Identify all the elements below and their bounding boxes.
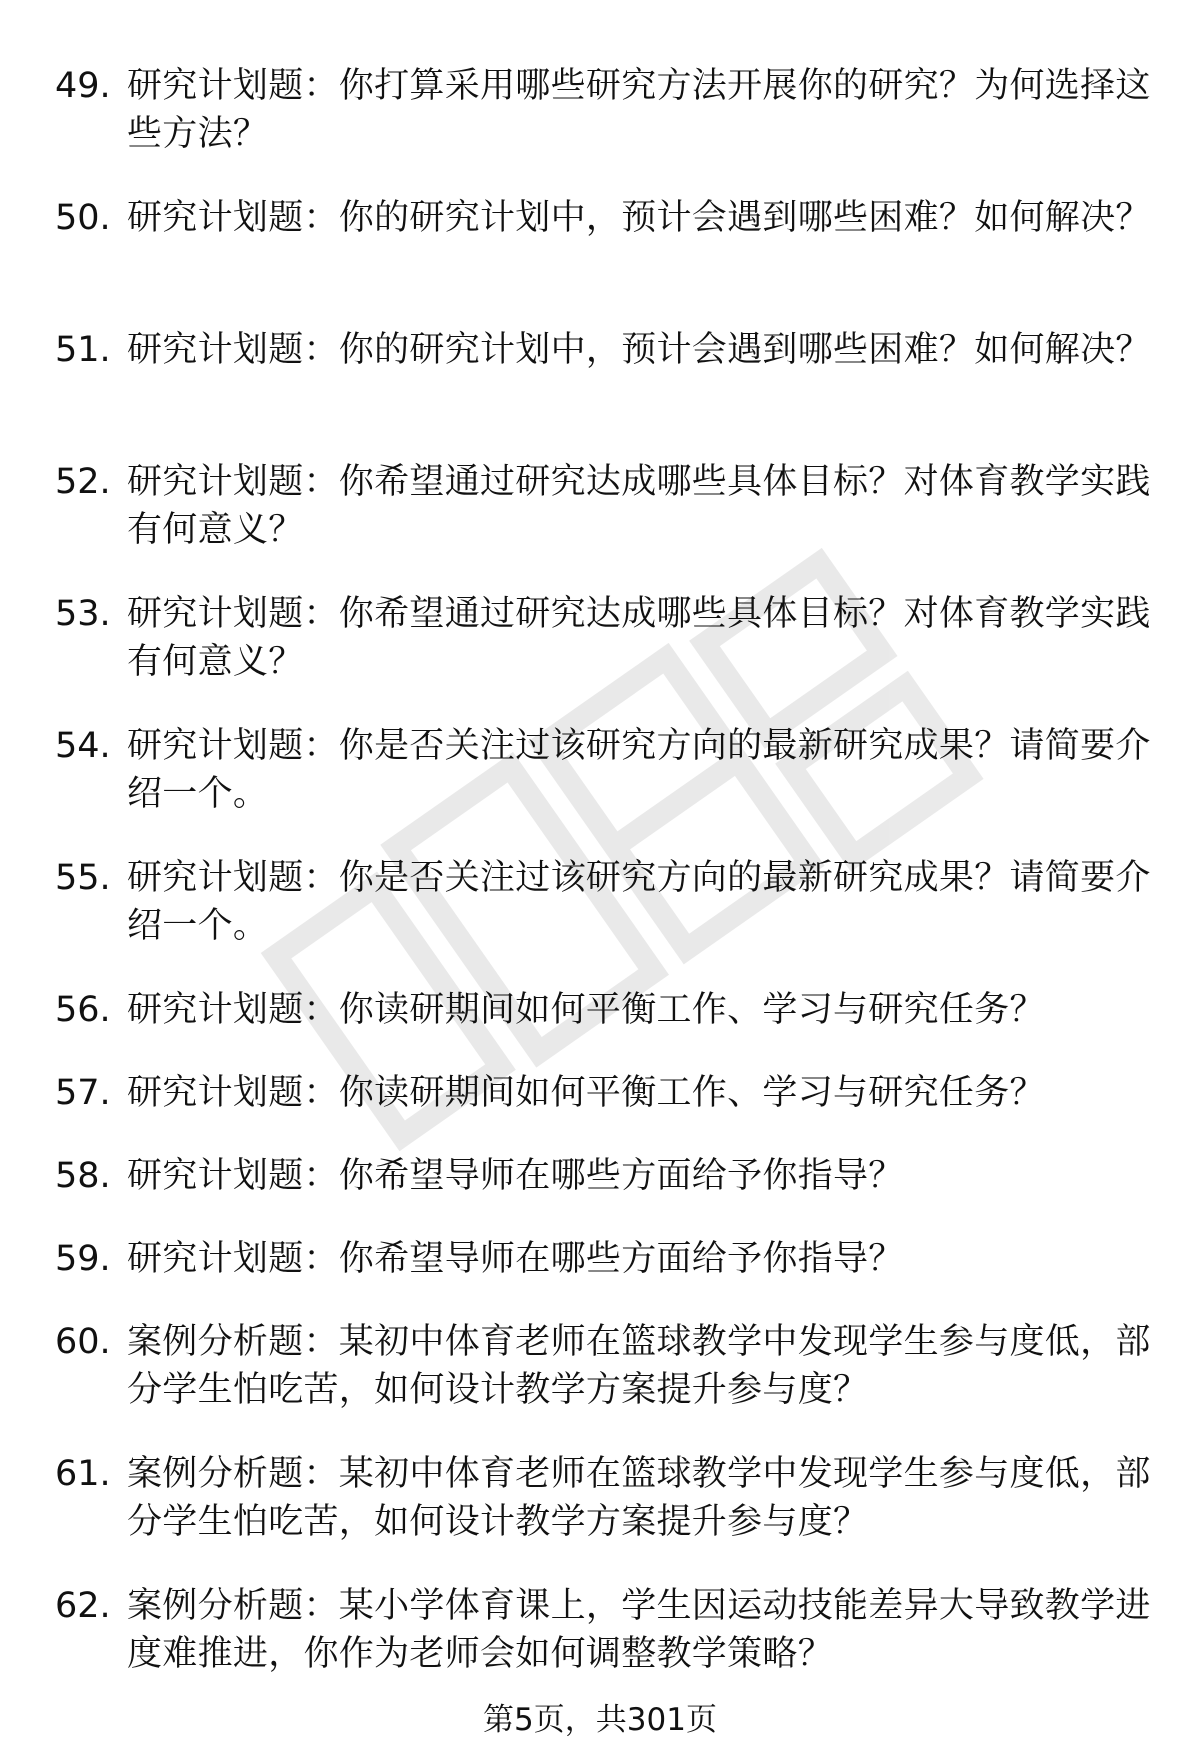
question-number: 61.: [55, 1454, 111, 1494]
question-number: 62.: [55, 1586, 111, 1626]
question-text: 研究计划题：你希望通过研究达成哪些具体目标？对体育教学实践有何意义？: [127, 462, 1151, 550]
question-number: 55.: [55, 858, 111, 898]
question-item: [0, 326, 1200, 458]
question-item: [0, 722, 1200, 854]
question-number: 58.: [55, 1156, 111, 1196]
question-text: 研究计划题：你是否关注过该研究方向的最新研究成果？请简要介绍一个。: [127, 858, 1151, 946]
question-item: [0, 1069, 1200, 1152]
question-item: [0, 986, 1200, 1069]
question-text: 案例分析题：某初中体育老师在篮球教学中发现学生参与度低，部分学生怕吃苦，如何设计教学方案提升参与度？: [127, 1322, 1151, 1410]
question-number: 57.: [55, 1073, 111, 1113]
question-item: [0, 854, 1200, 986]
question-number: 49.: [55, 66, 111, 106]
question-item: [0, 62, 1200, 194]
question-text: 研究计划题：你打算采用哪些研究方法开展你的研究？为何选择这些方法？: [127, 66, 1151, 154]
question-item: [0, 194, 1200, 326]
question-number: 50.: [55, 198, 111, 238]
question-item: [0, 1235, 1200, 1318]
question-item: [0, 458, 1200, 590]
question-item: [0, 590, 1200, 722]
question-text: 研究计划题：你是否关注过该研究方向的最新研究成果？请简要介绍一个。: [127, 726, 1151, 814]
question-text: 研究计划题：你读研期间如何平衡工作、学习与研究任务？: [127, 1073, 1045, 1113]
question-text: 案例分析题：某初中体育老师在篮球教学中发现学生参与度低，部分学生怕吃苦，如何设计教学方案提升参与度？: [127, 1454, 1151, 1542]
question-number: 52.: [55, 462, 111, 502]
question-item: [0, 1152, 1200, 1235]
question-number: 60.: [55, 1322, 111, 1362]
question-text: 案例分析题：某小学体育课上，学生因运动技能差异大导致教学进度难推进，你作为老师会如何调整教学策略？: [127, 1586, 1151, 1674]
question-number: 51.: [55, 330, 111, 370]
question-number: 59.: [55, 1239, 111, 1279]
question-list: [0, 62, 1200, 1714]
question-text: 研究计划题：你读研期间如何平衡工作、学习与研究任务？: [127, 990, 1045, 1030]
question-number: 53.: [55, 594, 111, 634]
question-number: 54.: [55, 726, 111, 766]
page-footer: 第5页，共301页: [483, 1702, 717, 1738]
question-item: [0, 1582, 1200, 1714]
question-text: 研究计划题：你的研究计划中，预计会遇到哪些困难？如何解决？: [127, 198, 1151, 238]
question-text: 研究计划题：你希望导师在哪些方面给予你指导？: [127, 1239, 904, 1279]
question-text: 研究计划题：你希望通过研究达成哪些具体目标？对体育教学实践有何意义？: [127, 594, 1151, 682]
question-text: 研究计划题：你的研究计划中，预计会遇到哪些困难？如何解决？: [127, 330, 1151, 370]
question-text: 研究计划题：你希望导师在哪些方面给予你指导？: [127, 1156, 904, 1196]
question-item: [0, 1318, 1200, 1450]
question-number: 56.: [55, 990, 111, 1030]
question-item: [0, 1450, 1200, 1582]
